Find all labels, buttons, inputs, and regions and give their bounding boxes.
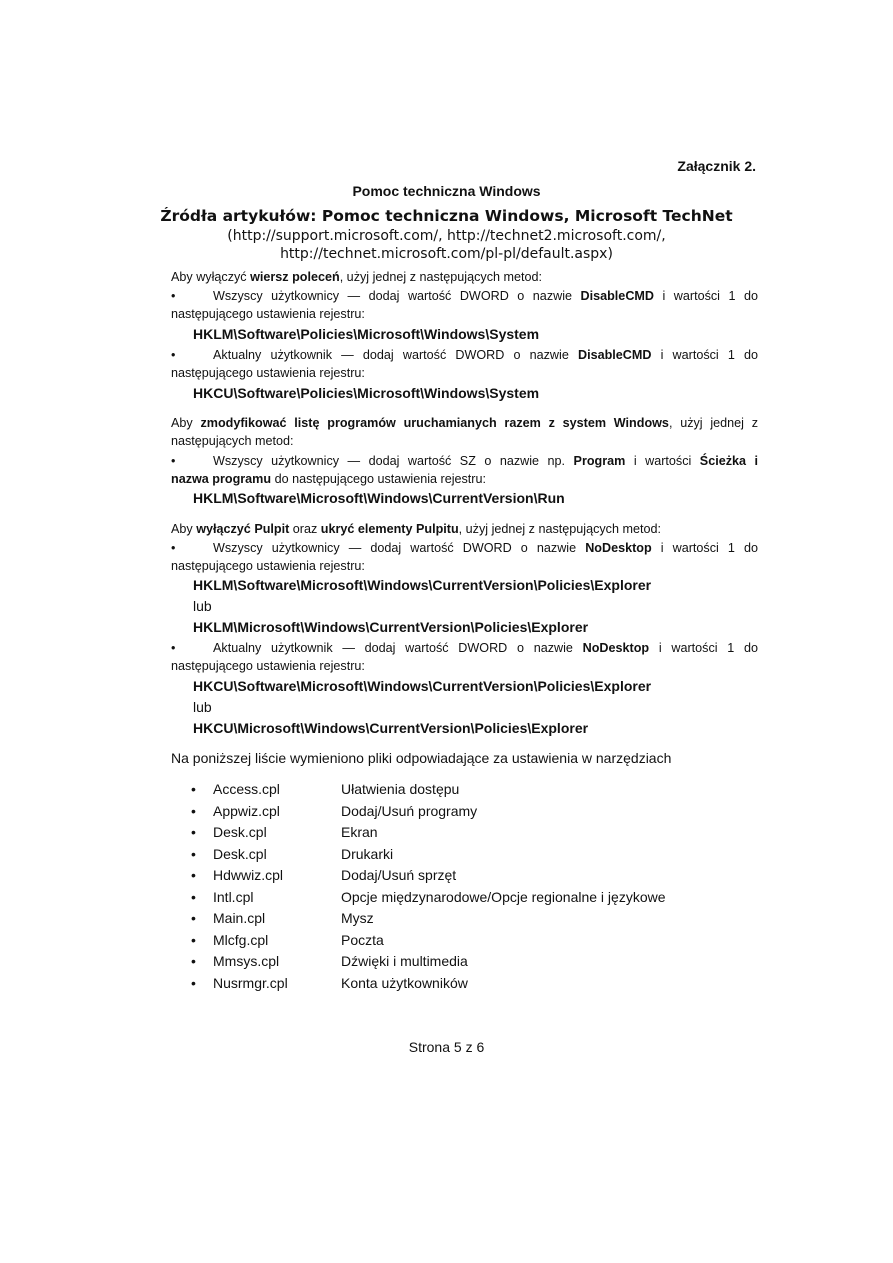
section-desktop-item2: • Aktualny użytkownik — dodaj wartość DWORD o nazwie NoDesktop i wartości 1 do bbox=[171, 641, 759, 655]
bullet: • bbox=[191, 974, 196, 991]
section-desktop-item1: • Wszyscy użytkownicy — dodaj wartość DWORD o nazwie NoDesktop i wartości 1 do bbox=[171, 541, 758, 555]
sources-title: Źródła artykułów: Pomoc techniczna Windows, Microsoft TechNet bbox=[160, 207, 733, 225]
file-description: Opcje międzynarodowe/Opcje regionalne i językowe bbox=[341, 888, 666, 905]
file-description: Dodaj/Usuń sprzęt bbox=[341, 867, 457, 883]
file-name: Nusrmgr.cpl bbox=[213, 974, 288, 991]
section-desktop-item1-line2: następującego ustawienia rejestru: bbox=[171, 559, 365, 573]
file-description: Dodaj/Usuń programy bbox=[341, 802, 478, 819]
bullet: • bbox=[191, 867, 196, 883]
bullet: • bbox=[191, 802, 196, 819]
file-name: Main.cpl bbox=[213, 910, 266, 926]
file-name: Hdwwiz.cpl bbox=[213, 867, 284, 883]
section-cmd-item2: • Aktualny użytkownik — dodaj wartość DWORD o nazwie DisableCMD i wartości 1 do bbox=[171, 348, 758, 362]
attachment-label: Załącznik 2. bbox=[677, 158, 756, 174]
sources-urls bbox=[0, 227, 893, 263]
files-intro: Na poniższej liście wymieniono pliki odpowiadające za ustawienia w narzędziach bbox=[171, 750, 672, 766]
file-name: Desk.cpl bbox=[213, 845, 267, 862]
section-cmd-item1: • Wszyscy użytkownicy — dodaj wartość DWORD o nazwie DisableCMD i wartości 1 do bbox=[171, 289, 758, 303]
file-name: Desk.cpl bbox=[213, 824, 267, 840]
bullet: • bbox=[191, 910, 196, 926]
section-run-item1-line2: nazwa programu do następującego ustawienia rejestru: bbox=[171, 472, 487, 486]
page-title: Pomoc techniczna Windows bbox=[352, 183, 541, 199]
bullet: • bbox=[191, 824, 196, 840]
sources-urls-line2: http://technet.microsoft.com/pl-pl/default.aspx) bbox=[280, 246, 613, 262]
file-description: Mysz bbox=[341, 910, 374, 926]
section-run-intro-line2: następujących metod: bbox=[171, 434, 294, 448]
file-name: Mlcfg.cpl bbox=[213, 931, 269, 948]
or-label: lub bbox=[193, 598, 212, 614]
section-run-item1: • Wszyscy użytkownicy — dodaj wartość SZ o nazwie np. Program i wartości Ścieżka i bbox=[171, 454, 758, 468]
file-name: Mmsys.cpl bbox=[213, 953, 280, 969]
sources-urls-line1: (http://support.microsoft.com/, http://technet2.microsoft.com/, bbox=[227, 228, 666, 244]
file-description: Drukarki bbox=[341, 845, 394, 862]
registry-key: HKCU\Software\Microsoft\Windows\CurrentVersion\Policies\Explorer bbox=[193, 678, 652, 694]
file-description: Ułatwienia dostępu bbox=[341, 781, 460, 797]
file-description: Ekran bbox=[341, 824, 378, 840]
section-desktop-intro: Aby wyłączyć Pulpit oraz ukryć elementy Pulpitu, użyj jednej z następujących metod: bbox=[171, 522, 661, 536]
bullet: • bbox=[191, 781, 196, 797]
page-number: Strona 5 z 6 bbox=[408, 1039, 485, 1055]
bullet: • bbox=[191, 888, 196, 905]
bullet: • bbox=[191, 845, 196, 862]
section-desktop-item2-line2: następującego ustawienia rejestru: bbox=[171, 659, 365, 673]
section-run-intro: Aby zmodyfikować listę programów uruchamianych razem z system Windows, użyj jednej z bbox=[171, 416, 759, 430]
file-description: Konta użytkowników bbox=[341, 974, 468, 991]
registry-key: HKLM\Software\Microsoft\Windows\CurrentVersion\Run bbox=[193, 490, 565, 506]
section-cmd-intro: Aby wyłączyć wiersz poleceń, użyj jednej z następujących metod: bbox=[171, 270, 542, 284]
file-name: Appwiz.cpl bbox=[213, 802, 280, 819]
registry-key: HKLM\Microsoft\Windows\CurrentVersion\Policies\Explorer bbox=[193, 619, 589, 635]
file-description: Dźwięki i multimedia bbox=[341, 953, 468, 969]
registry-key: HKCU\Microsoft\Windows\CurrentVersion\Policies\Explorer bbox=[193, 720, 589, 736]
file-name: Access.cpl bbox=[213, 781, 280, 797]
registry-key: HKCU\Software\Policies\Microsoft\Windows\System bbox=[193, 385, 540, 401]
or-label: lub bbox=[193, 699, 212, 715]
file-name: Intl.cpl bbox=[213, 888, 254, 905]
bullet: • bbox=[191, 953, 196, 969]
section-cmd-item1-line2: następującego ustawienia rejestru: bbox=[171, 307, 365, 321]
bullet: • bbox=[191, 931, 196, 948]
registry-key: HKLM\Software\Microsoft\Windows\CurrentVersion\Policies\Explorer bbox=[193, 577, 652, 593]
section-cmd-item2-line2: następującego ustawienia rejestru: bbox=[171, 366, 365, 380]
file-description: Poczta bbox=[341, 931, 384, 948]
registry-key: HKLM\Software\Policies\Microsoft\Windows\System bbox=[193, 326, 540, 342]
